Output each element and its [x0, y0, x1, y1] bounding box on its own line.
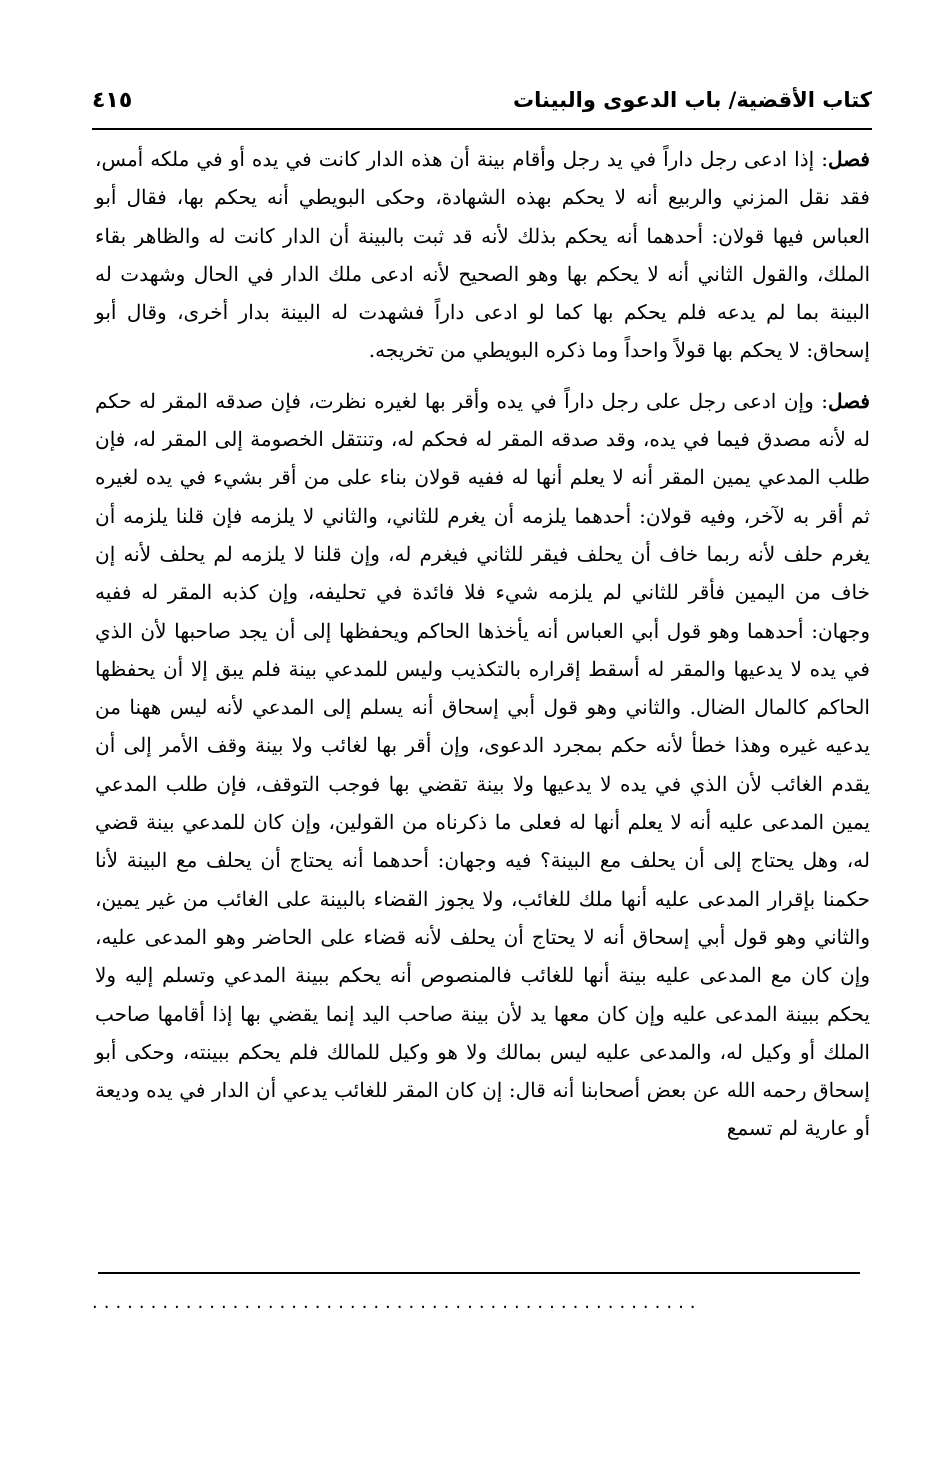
paragraph-1	[95, 140, 870, 370]
footnote-divider	[98, 1272, 860, 1274]
header-divider	[92, 128, 872, 130]
section-label: فصل	[827, 147, 870, 171]
running-header	[92, 84, 872, 124]
main-text	[95, 140, 870, 1148]
paragraph-2	[95, 382, 870, 1148]
footnote-dots: ....................................................	[92, 1292, 702, 1312]
chapter-title: كتاب الأقضية/ باب الدعوى والبينات	[513, 88, 872, 112]
paragraph-text: : إذا ادعى رجل داراً في يد رجل وأقام بينة أن هذه الدار كانت في يده أو في ملكه أمس، فقد نقل المزني والربيع أنه لا يحكم بهذه الشهادة، وحكى البويطي أنه يحكم بها، فقال أبو العباس فيها قولان: أحدهما أنه يحكم بذلك لأنه قد ثبت بالبينة أن الدار كانت له والظاهر بقاء الملك، والقول الثاني أنه لا يحكم بها وهو الصحيح لأنه ادعى ملك الدار في الحال وشهدت له البينة بما لم يدعه فلم يحكم بها كما لو ادعى داراً فشهدت له البينة بدار أخرى، وقال أبو إسحاق: لا يحكم بها قولاً واحداً وما ذكره البويطي من تخريجه.	[95, 147, 870, 363]
page-number: ٤١٥	[92, 88, 133, 113]
paragraph-text: : وإن ادعى رجل على رجل داراً في يده وأقر بها لغيره نظرت، فإن صدقه المقر له حكم له لأنه مصدق فيما في يده، وقد صدقه المقر له فحكم له، وتنتقل الخصومة إلى المقر له، فإن طلب المدعي يمين المقر أنه لا يعلم أنها له ففيه قولان بناء على من أقر بشيء في يده لغيره ثم أقر به لآخر، وفيه قولان: أحدهما يلزمه أن يغرم للثاني، والثاني لا يلزمه فإن قلنا يلزمه أن يغرم حلف لأنه ربما خاف أن يحلف فيقر للثاني فيغرم له، وإن قلنا لا يلزمه لم يحلف لأنه إن خاف من اليمين فأقر للثاني لم يلزمه شيء فلا فائدة في تحليفه، وإن كذبه المقر له ففيه وجهان: أحدهما وهو قول أبي العباس أنه يأخذها الحاكم ويحفظها إلى أن يجد صاحبها لأن الذي في يده لا يدعيها والمقر له أسقط إقراره بالتكذيب وليس للمدعي بينة فلم يبق إلا أن يحفظها الحاكم كالمال الضال. والثاني وهو قول أبي إسحاق أنه يسلم إلى المدعي لأنه ليس ههنا من يدعيه غيره وهذا خطأ لأنه حكم بمجرد الدعوى، وإن أقر بها لغائب ولا بينة وقف الأمر إلى أن يقدم الغائب لأن الذي في يده لا يدعيها ولا بينة تقضي بها فوجب التوقف، فإن طلب المدعي يمين المدعى عليه أنه لا يعلم أنها له فعلى ما ذكرناه من القولين، وإن كان للمدعي بينة قضي له، وهل يحتاج إلى أن يحلف مع البينة؟ فيه وجهان: أحدهما أنه يحتاج أن يحلف مع البينة لأنا حكمنا بإقرار المدعى عليه أنها ملك للغائب، ولا يجوز القضاء بالبينة على الغائب من غير يمين، والثاني وهو قول أبي إسحاق أنه لا يحتاج أن يحلف لأنه قضاء على الحاضر وهو المدعى عليه، وإن كان مع المدعى عليه بينة أنها للغائب فالمنصوص أنه يحكم ببينة المدعي وتسلم إليه ولا يحكم ببينة المدعى عليه وإن كان معها يد لأن بينة صاحب اليد إنما يقضي بها إذا أقامها صاحب الملك أو وكيل له، والمدعى عليه ليس بمالك ولا هو وكيل للمالك فلم يحكم ببينته، وحكى أبو إسحاق رحمه الله عن بعض أصحابنا أنه قال: إن كان المقر للغائب يدعي أن الدار في يده وديعة أو عارية لم تسمع	[95, 388, 870, 1141]
section-label: فصل	[827, 388, 870, 413]
